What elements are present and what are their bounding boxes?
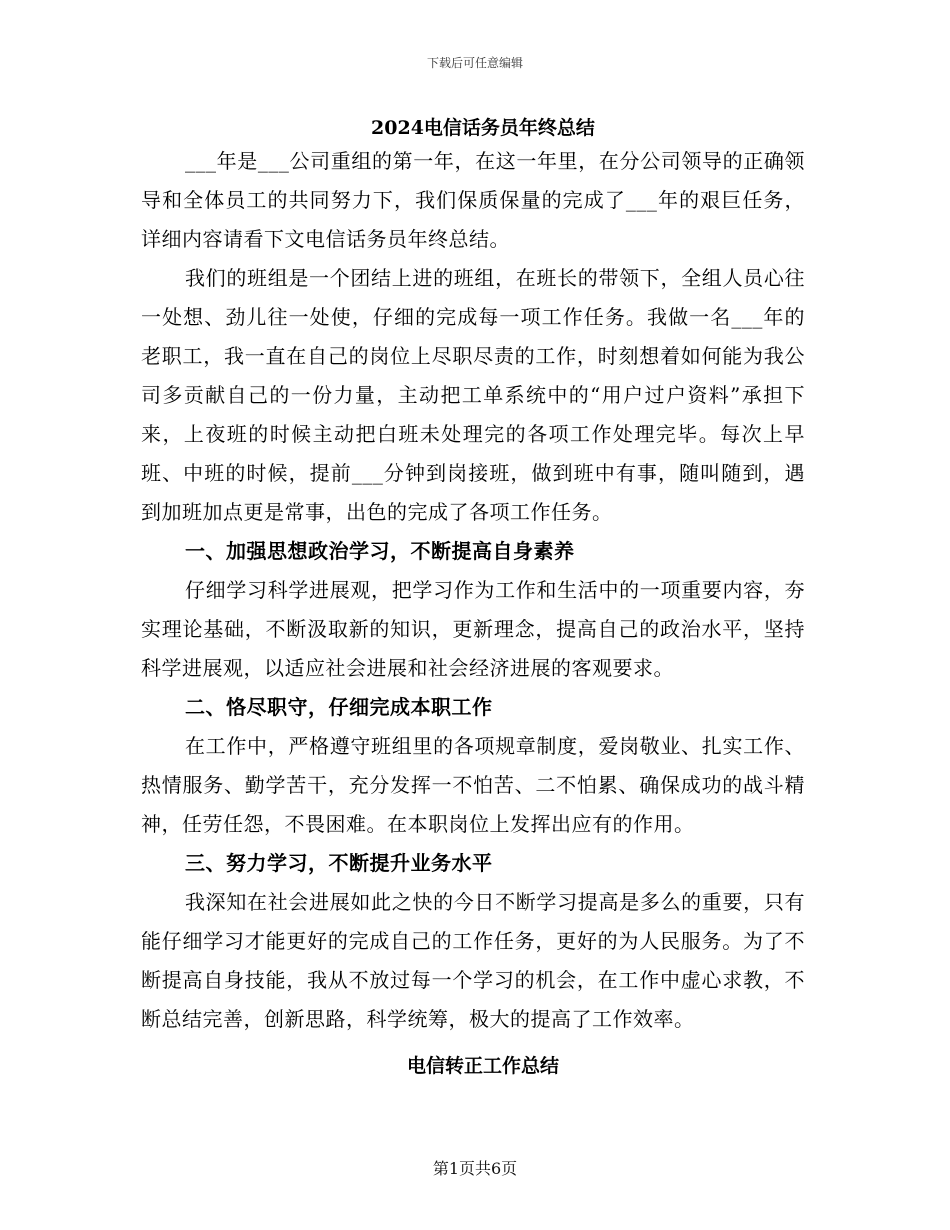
team-paragraph: 我们的班组是一个团结上进的班组，在班长的带领下，全组人员心往一处想、劲儿往一处使，仔细的完成每一项工作任务。我做一名___年的老职工，我一直在自己的岗位上尽职尽责的工作，时刻想着如何能为我公司多贡献自己的一份力量，主动把工单系统中的“用户过户资料”承担下来，上夜班的时候主动把白班未处理完的各项工作处理完毕。每次上早班、中班的时候，提前___分钟到岗接班，做到班中有事，随叫随到，遇到加班加点更是常事，出色的完成了各项工作任务。	[141, 266, 805, 524]
next-document-title: 电信转正工作总结	[406, 1055, 559, 1077]
section-3-body: 我深知在社会进展如此之快的今日不断学习提高是多么的重要，只有能仔细学习才能更好的完成自己的工作任务，更好的为人民服务。为了不断提高自身技能，我从不放过每一个学习的机会，在工作中虚心求教，不断总结完善，创新思路，科学统筹，极大的提高了工作效率。	[141, 890, 805, 1031]
intro-paragraph: ___年是___公司重组的第一年，在这一年里，在分公司领导的正确领导和全体员工的共同努力下，我们保质保量的完成了___年的艰巨任务，详细内容请看下文电信话务员年终总结。	[141, 149, 805, 251]
section-2-heading: 二、恪尽职守，仔细完成本职工作	[185, 695, 493, 719]
section-3-heading: 三、努力学习，不断提升业务水平	[185, 851, 493, 875]
document-body	[141, 114, 805, 1081]
section-2-body: 在工作中，严格遵守班组里的各项规章制度，爱岗敬业、扎实工作、热情服务、勤学苦干，充分发挥一不怕苦、二不怕累、确保成功的战斗精神，任劳任怨，不畏困难。在本职岗位上发挥出应有的作用。	[141, 734, 805, 836]
section-1-body: 仔细学习科学进展观，把学习作为工作和生活中的一项重要内容，夯实理论基础，不断汲取新的知识，更新理念，提高自己的政治水平，坚持科学进展观，以适应社会进展和社会经济进展的客观要求。	[141, 578, 805, 680]
document-title: 2024电信话务员年终总结	[371, 117, 595, 139]
header-note: 下载后可任意编辑	[426, 56, 523, 70]
section-1-heading: 一、加强思想政治学习，不断提高自身素养	[185, 539, 575, 563]
page-number-footer: 第1页共6页	[432, 1159, 518, 1178]
